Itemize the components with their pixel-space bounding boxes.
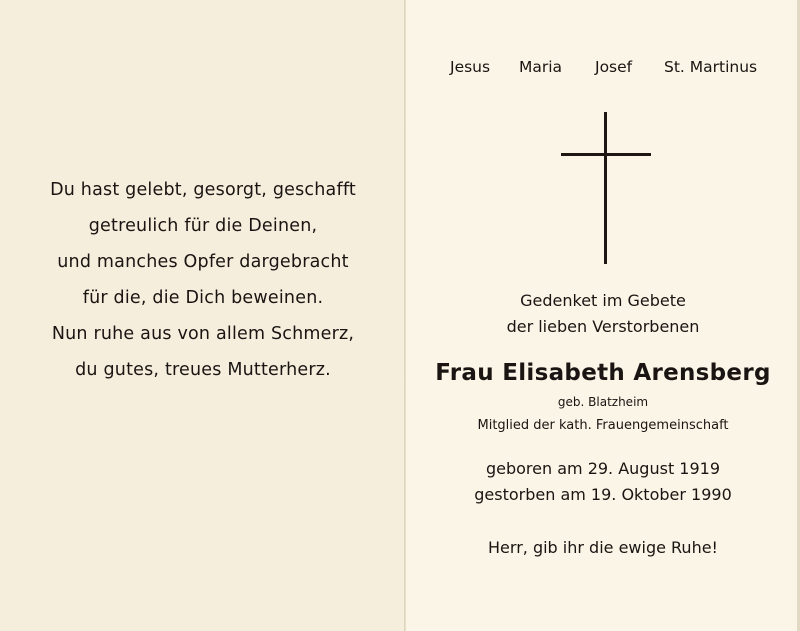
- deceased-name: Frau Elisabeth Arensberg: [435, 360, 771, 386]
- poem-line: für die, die Dich beweinen.: [82, 288, 324, 308]
- membership: Mitglied der kath. Frauengemeinschaft: [477, 418, 729, 433]
- cross-icon: [604, 112, 607, 264]
- remembrance-line: der lieben Verstorbenen: [506, 317, 700, 336]
- death-date: gestorben am 19. Oktober 1990: [474, 485, 732, 504]
- maiden-name: geb. Blatzheim: [557, 395, 649, 409]
- remembrance-text: [406, 288, 800, 340]
- closing-prayer: Herr, gib ihr die ewige Ruhe!: [488, 538, 718, 557]
- saint-name: Jesus: [450, 58, 491, 76]
- poem-line: getreulich für die Deinen,: [88, 216, 318, 236]
- poem-line: Nun ruhe aus von allem Schmerz,: [51, 324, 355, 344]
- life-dates: [406, 456, 800, 508]
- cross-icon-bar: [561, 153, 651, 156]
- saints-header: [406, 58, 800, 82]
- poem-line: und manches Opfer dargebracht: [57, 252, 349, 272]
- saint-name: St. Martinus: [664, 58, 758, 76]
- saint-name: Josef: [595, 58, 633, 76]
- birth-date: geboren am 29. August 1919: [485, 459, 721, 478]
- remembrance-line: Gedenket im Gebete: [520, 291, 686, 310]
- poem-line: Du hast gelebt, gesorgt, geschafft: [50, 180, 356, 200]
- saint-name: Maria: [519, 58, 563, 76]
- memorial-poem: [40, 172, 366, 388]
- poem-line: du gutes, treues Mutterherz.: [75, 360, 331, 380]
